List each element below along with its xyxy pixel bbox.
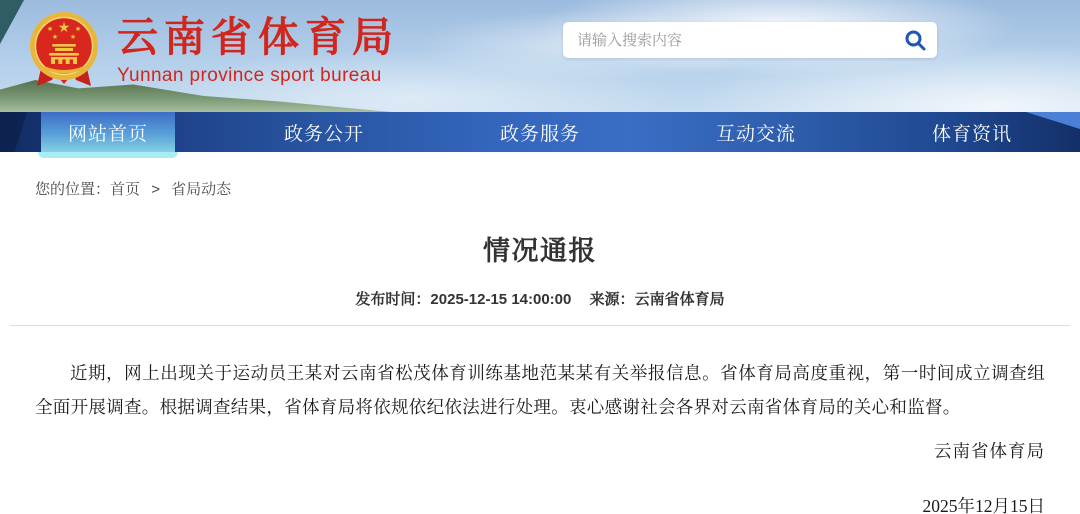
svg-text:★: ★ bbox=[46, 26, 54, 33]
site-header bbox=[0, 0, 1080, 152]
article-title: 情况通报 bbox=[483, 236, 597, 266]
search-input[interactable] bbox=[577, 32, 901, 49]
article-body: 近期，网上出现关于运动员王某对云南省松茂体育训练基地范某某有关举报信息。省体育局高度重视，第一时间成立调查组全面开展调查。根据调查结果，省体育局将依规依纪依法进行处理。衷心感谢社会各界对云南省体育局的关心和监督。 bbox=[35, 363, 1045, 417]
publish-time-value: 2025-12-15 14:00:00 bbox=[430, 291, 572, 308]
nav-item-interaction[interactable] bbox=[648, 112, 864, 152]
search-icon bbox=[903, 28, 927, 52]
article-page bbox=[0, 178, 1080, 514]
nav-item-label: 网站首页 bbox=[67, 123, 148, 145]
photo-corner-accent bbox=[0, 0, 24, 44]
article-signature: 云南省体育局 bbox=[934, 441, 1045, 461]
breadcrumb-category-link[interactable]: 省局动态 bbox=[171, 181, 232, 198]
svg-text:★: ★ bbox=[51, 34, 59, 41]
site-title: 云南省体育局 bbox=[117, 13, 399, 60]
svg-text:★: ★ bbox=[74, 26, 82, 33]
nav-item-label: 互动交流 bbox=[715, 123, 796, 145]
nav-item-gov-services[interactable] bbox=[432, 112, 648, 152]
search-button[interactable] bbox=[901, 26, 929, 54]
svg-text:★: ★ bbox=[69, 34, 77, 41]
breadcrumb-label: 您的位置： bbox=[35, 181, 111, 198]
site-subtitle: Yunnan province sport bureau bbox=[117, 65, 382, 87]
article-meta bbox=[35, 288, 1045, 309]
national-emblem-icon bbox=[28, 10, 100, 92]
main-nav bbox=[0, 112, 1080, 152]
breadcrumb-home-link[interactable]: 首页 bbox=[110, 181, 141, 198]
nav-item-label: 体育资讯 bbox=[931, 123, 1012, 145]
meta-divider bbox=[10, 325, 1070, 326]
source-value: 云南省体育局 bbox=[634, 291, 725, 308]
site-logo-link[interactable] bbox=[28, 10, 399, 92]
search-box bbox=[563, 22, 937, 58]
breadcrumb bbox=[35, 178, 1045, 199]
breadcrumb-separator: > bbox=[151, 181, 160, 198]
nav-item-label: 政务服务 bbox=[499, 123, 580, 145]
brand-text bbox=[117, 15, 399, 87]
nav-item-sports-news[interactable] bbox=[864, 112, 1080, 152]
nav-item-label: 政务公开 bbox=[283, 123, 364, 145]
nav-item-home[interactable] bbox=[0, 112, 216, 152]
nav-item-gov-disclosure[interactable] bbox=[216, 112, 432, 152]
source-label: 来源： bbox=[589, 291, 635, 308]
publish-time-label: 发布时间： bbox=[355, 291, 431, 308]
svg-text:★: ★ bbox=[57, 19, 71, 35]
article-date: 2025年12月15日 bbox=[922, 496, 1045, 514]
